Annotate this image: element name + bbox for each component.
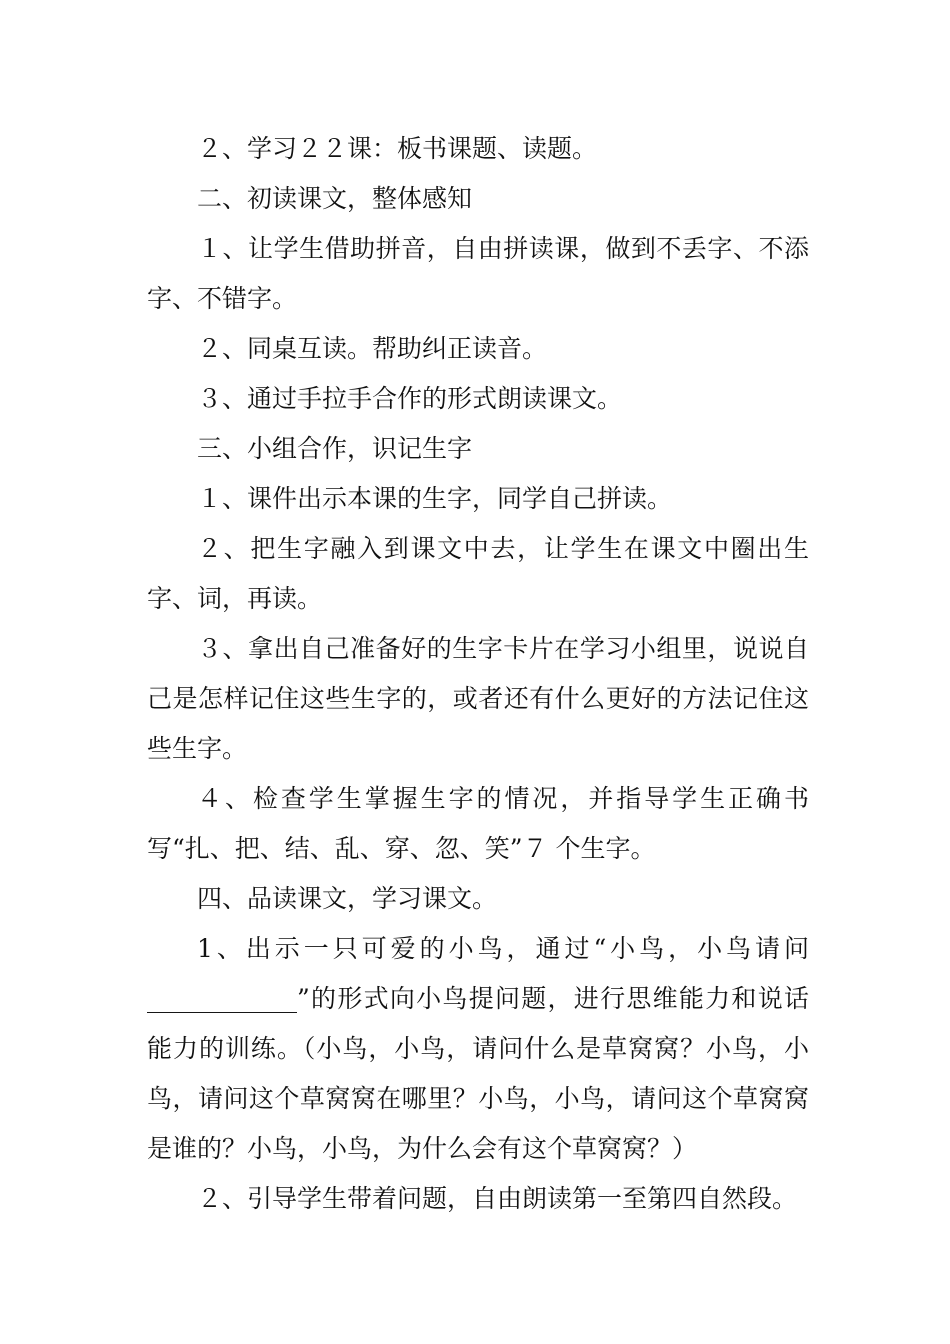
paragraph-8: ２、把生字融入到课文中去，让学生在课文中圈出生字、词，再读。 <box>147 534 809 613</box>
paragraph-2: 二、初读课文，整体感知 <box>197 184 473 213</box>
paragraph-12: 1、出示一只可爱的小鸟，通过“小鸟，小鸟请问____________”的形式向小鸟提问题，进行思维能力和说话能力的训练。（小鸟，小鸟，请问什么是草窝窝？小鸟，小鸟，请问这个草窝窝在哪里？小鸟，小鸟，请问这个草窝窝是谁的？小鸟，小鸟，为什么会有这个草窝窝？） <box>147 934 809 1163</box>
paragraph-10: ４、检查学生掌握生字的情况，并指导学生正确书写“扎、把、结、乱、穿、忽、笑”７ 个生字。 <box>147 784 809 863</box>
paragraph-13: ２、引导学生带着问题，自由朗读第一至第四自然段。 <box>197 1184 798 1213</box>
paragraph-6: 三、小组合作，识记生字 <box>197 434 473 463</box>
paragraph-11: 四、品读课文，学习课文。 <box>197 884 498 913</box>
paragraph-9: ３、拿出自己准备好的生字卡片在学习小组里，说说自己是怎样记住这些生字的，或者还有什么更好的方法记住这些生字。 <box>147 634 809 763</box>
paragraph-1: ２、学习２２课：板书课题、读题。 <box>197 134 598 163</box>
paragraph-4: ２、同桌互读。帮助纠正读音。 <box>197 334 548 363</box>
paragraph-5: ３、通过手拉手合作的形式朗读课文。 <box>197 384 623 413</box>
paragraph-7: １、课件出示本课的生字，同学自己拼读。 <box>197 484 673 513</box>
document-body <box>147 124 809 1224</box>
paragraph-3: １、让学生借助拼音，自由拼读课，做到不丢字、不添字、不错字。 <box>147 234 809 313</box>
